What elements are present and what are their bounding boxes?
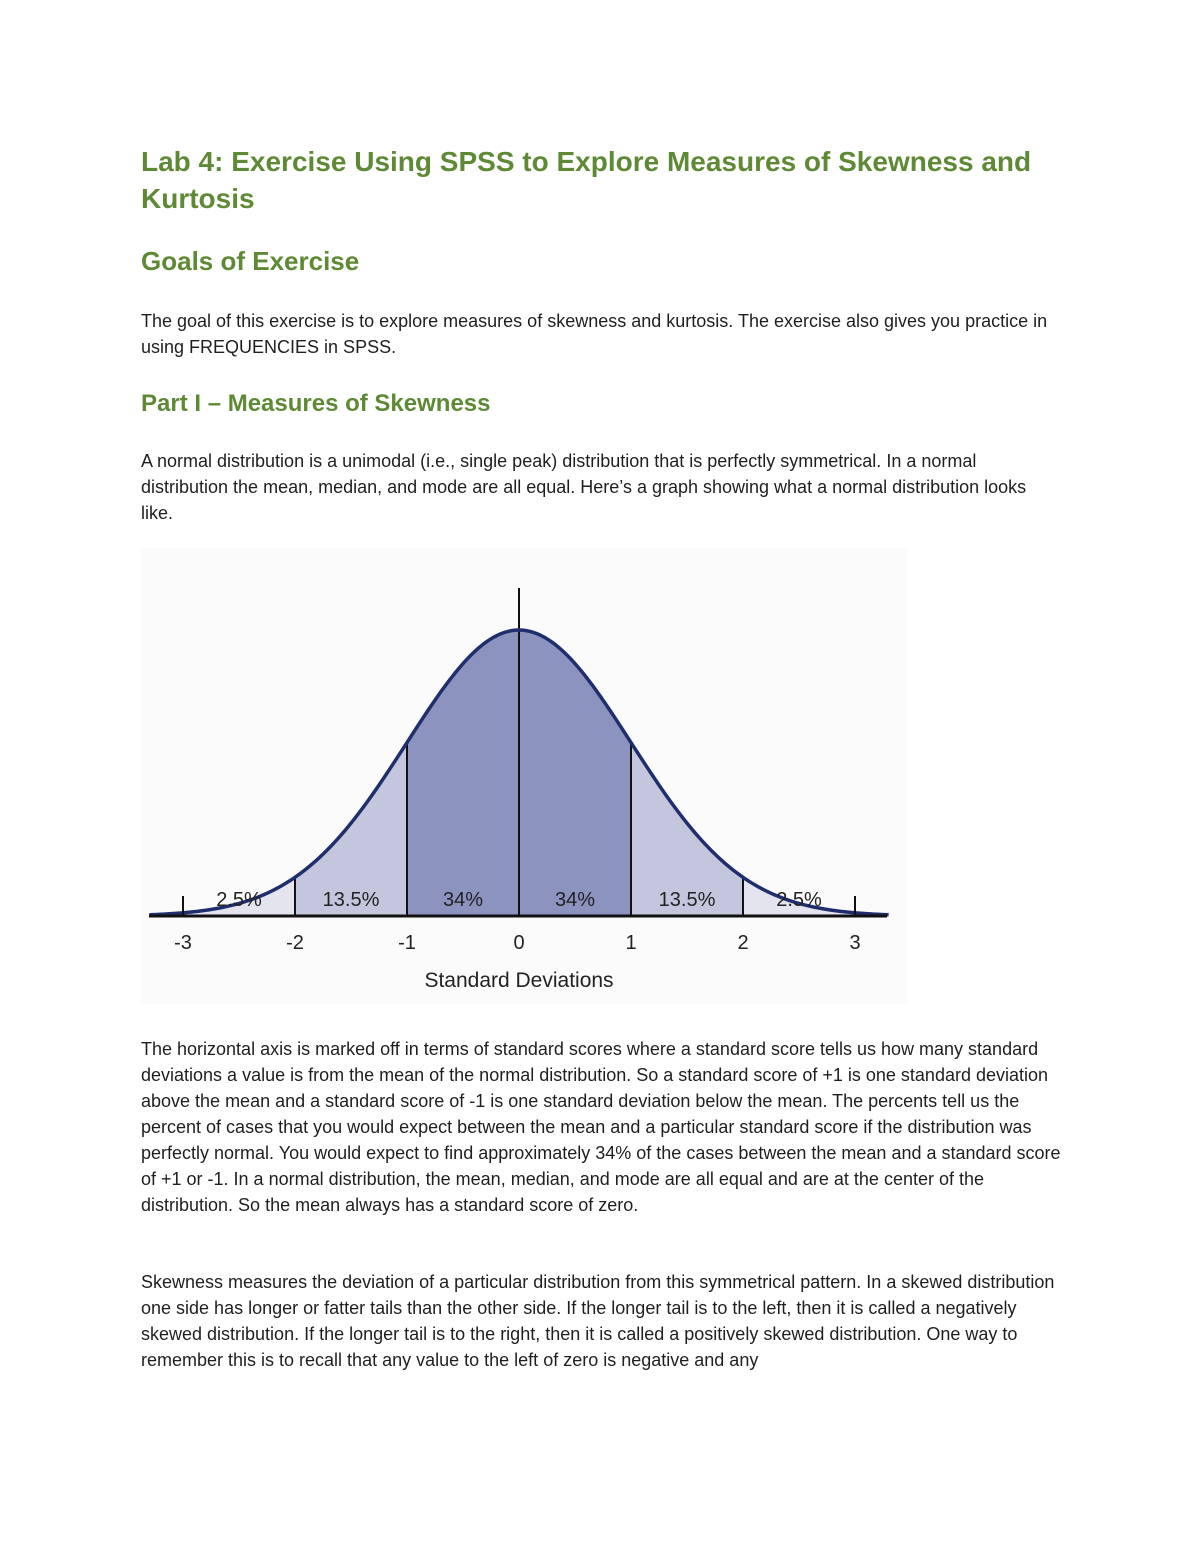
tick-label: -3 [174,932,192,954]
skewness-paragraph: Skewness measures the deviation of a particular distribution from this symmetrical pattern. In a skewed distribution one side has longer or fatter tails than the other side. If the longer tail is to the left, then it is called a negatively skewed distribution. If the longer tail is to the right, then it is called a positively skewed distribution. One way to remember this is to recall that any value to the left of zero is negative and any [141,1272,1055,1370]
tick-label: -1 [398,932,416,954]
region-2 [407,630,519,916]
x-axis-label: Standard Deviations [424,969,614,992]
normal-distribution-chart [141,548,907,1004]
region-label: 13.5% [322,889,380,911]
region-label: 13.5% [658,889,716,911]
tick-label: 0 [513,932,525,954]
tick-label: 1 [625,932,637,954]
goals-paragraph: The goal of this exercise is to explore measures of skewness and kurtosis. The exercise also gives you practice in using FREQUENCIES in SPSS. [141,311,1048,357]
goals-heading: Goals of Exercise [141,246,360,276]
region-3 [519,630,631,916]
tick-label: -2 [286,932,304,954]
region-label: 2.5% [216,889,262,911]
region-label: 34% [554,889,596,911]
region-label: 34% [442,889,484,911]
intro-paragraph: A normal distribution is a unimodal (i.e., single peak) distribution that is perfectly symmetrical. In a normal distribution the mean, median, and mode are all equal. Here’s a graph showing what a normal distribution looks like. [141,451,1027,523]
part-heading: Part I – Measures of Skewness [141,390,491,417]
tick-label: 3 [849,932,861,954]
tick-label: 2 [737,932,749,954]
page-title: Lab 4: Exercise Using SPSS to Explore Measures of Skewness and Kurtosis [141,146,1032,214]
region-label: 2.5% [776,889,822,911]
axis-paragraph: The horizontal axis is marked off in terms of standard scores where a standard score tells us how many standard deviations a value is from the mean of the normal distribution. So a standard score of +1 is one standard deviation above the mean and a standard score of -1 is one standard deviation below the mean. The percents tell us the percent of cases that you would expect between the mean and a particular standard score if the distribution was perfectly normal. You would expect to find approximately 34% of the cases between the mean and a standard score of +1 or -1. In a normal distribution, the mean, median, and mode are all equal and are at the center of the distribution. So the mean always has a standard score of zero. [141,1039,1061,1215]
chart-svg [141,548,907,1004]
